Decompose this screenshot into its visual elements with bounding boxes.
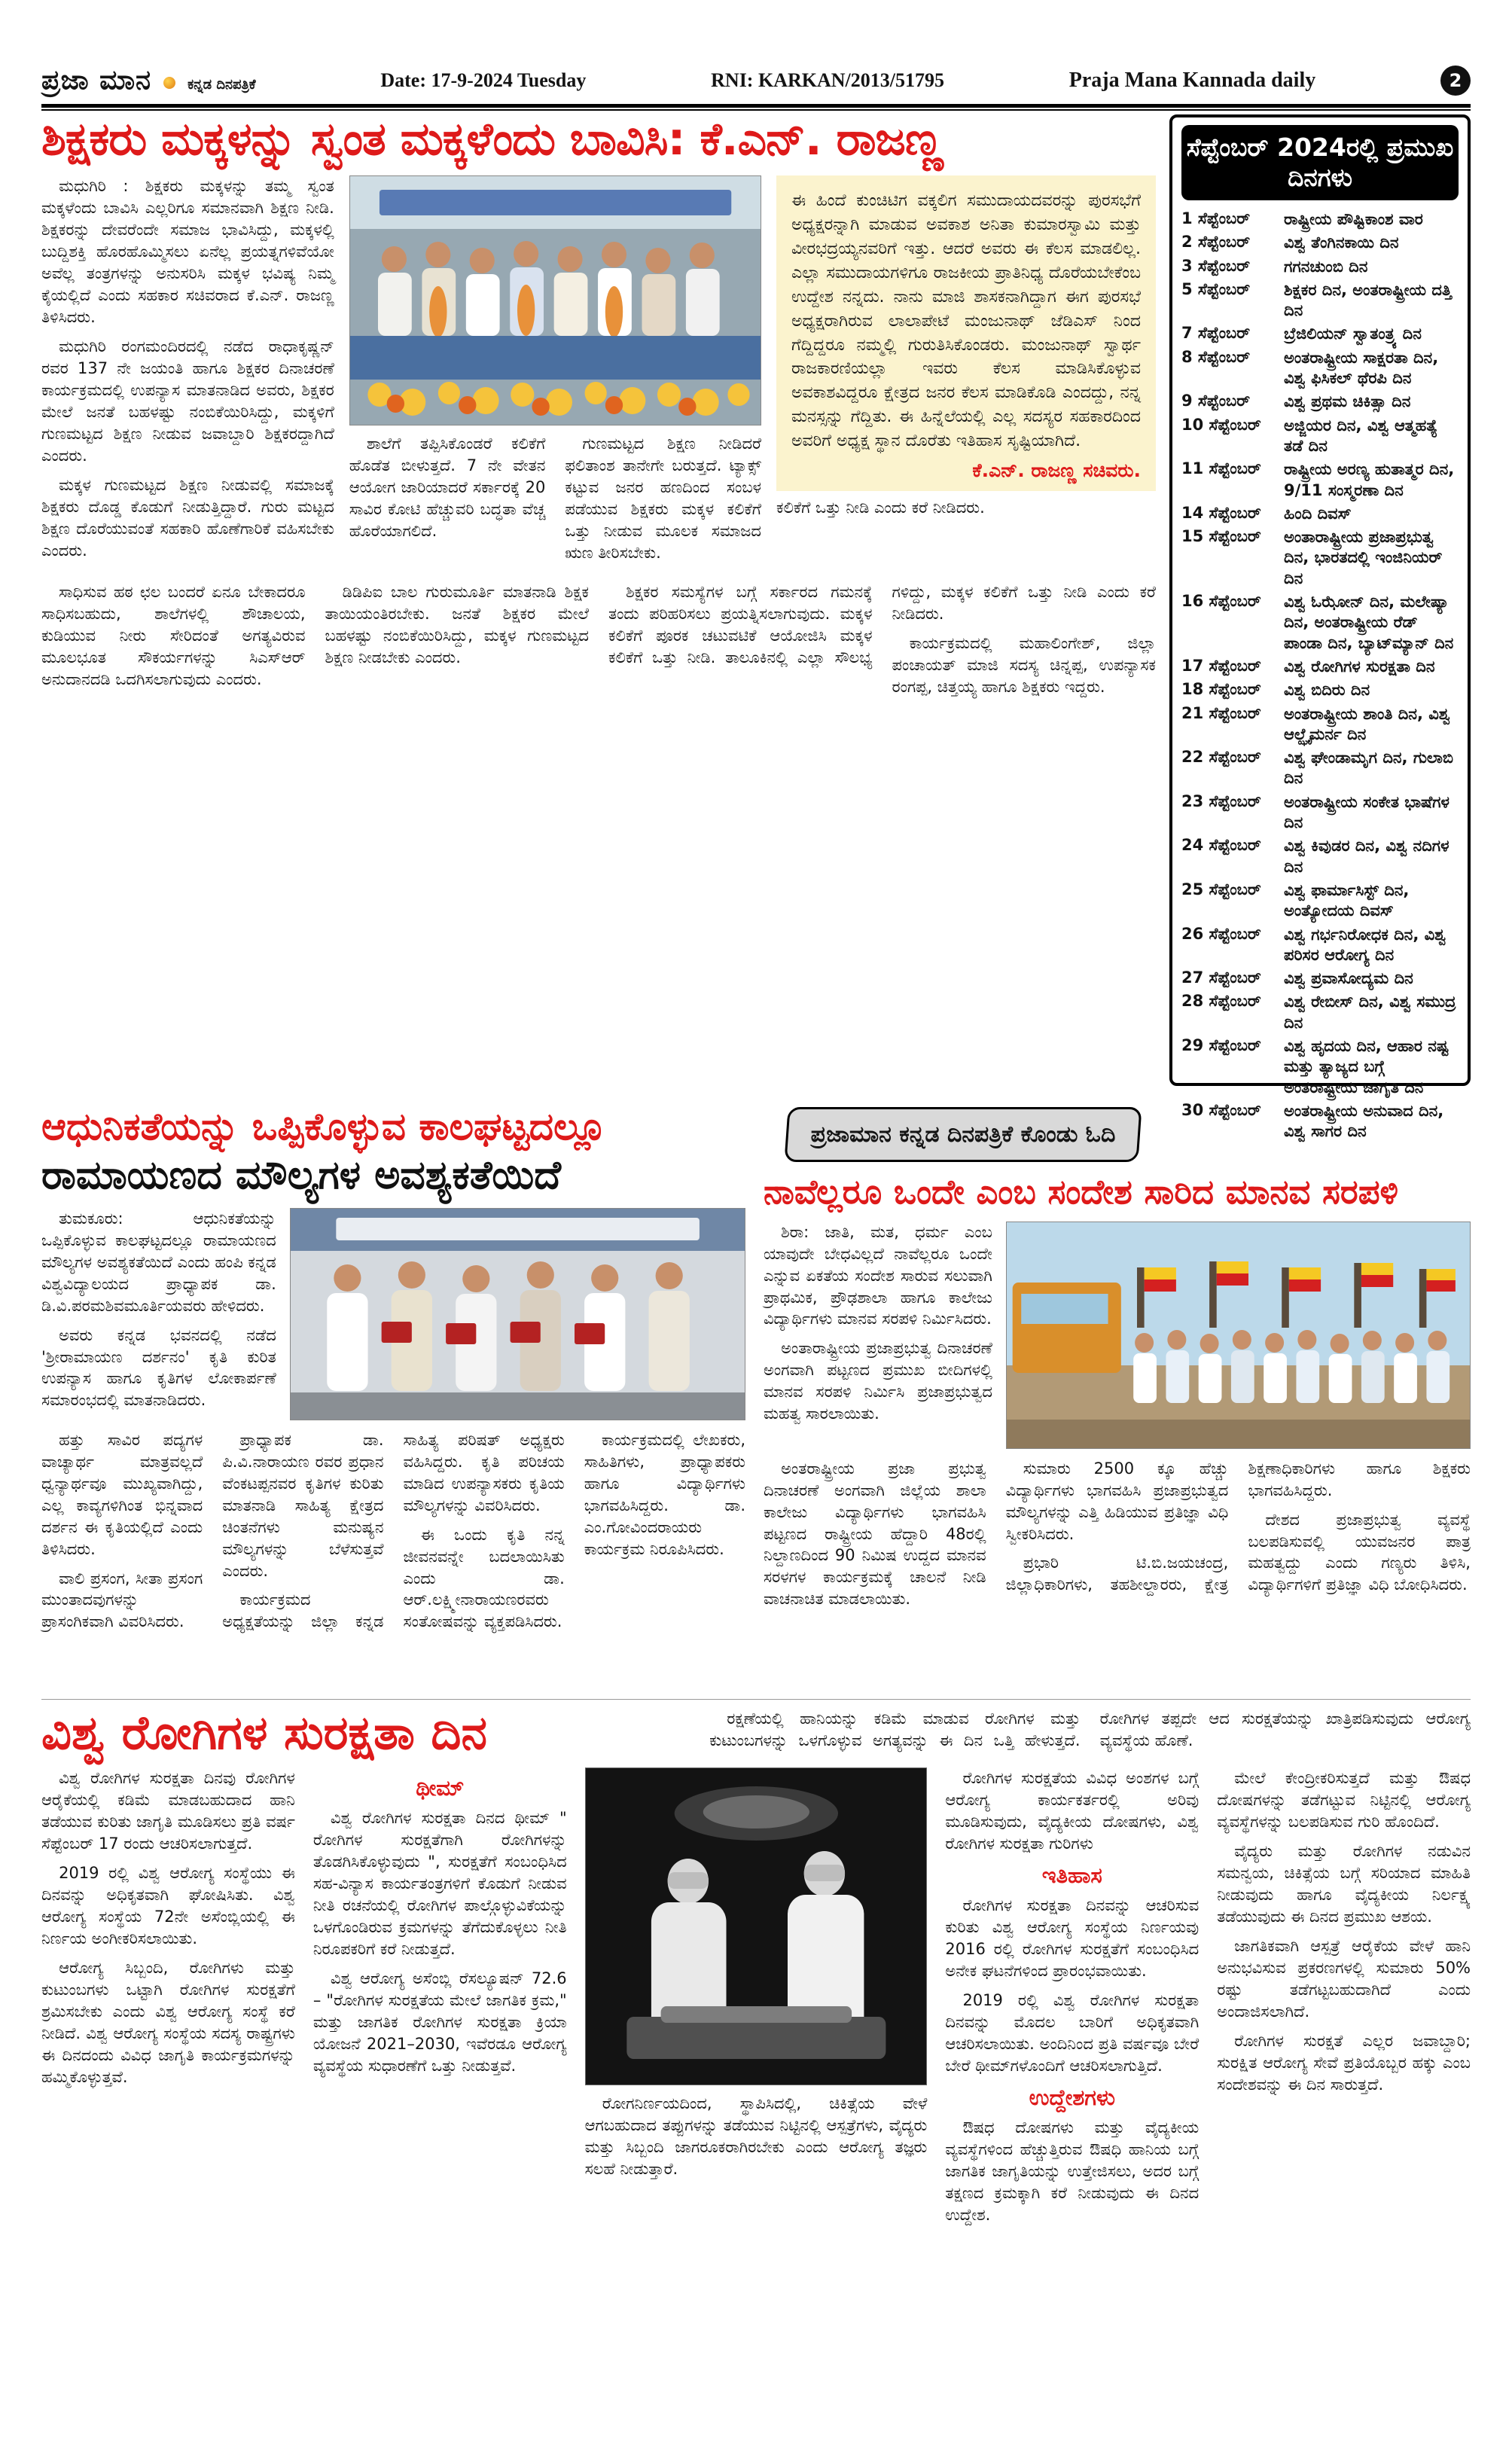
day-row [1181,792,1459,834]
paragraph: ರೋಗಿಗಳ ಸುರಕ್ಷತೆಯ ವಿವಿಧ ಅಂಶಗಳ ಬಗ್ಗೆ ಆರೋಗ್ಯ ಕಾರ್ಯಕರ್ತರಲ್ಲಿ ಅರಿವು ಮೂಡಿಸುವುದು, ವೈದ್ಯಕೀಯ ದೋಷಗಳು, ವಿಶ್ವ ರೋಗಿಗಳ ಸುರಕ್ಷತಾ ಗುರಿಗಳು [945,1769,1200,1853]
day-date: 3 ಸೆಪ್ಟೆಂಬರ್ [1181,256,1251,275]
day-event: ರಾಷ್ಟ್ರೀಯ ಅರಣ್ಯ ಹುತಾತ್ಮರ ದಿನ, 9/11 ಸಂಸ್ಮರಣಾ ದಿನ [1284,460,1455,499]
patient-safety-headline: ವಿಶ್ವ ರೋಗಿಗಳ ಸುರಕ್ಷತಾ ದಿನ [41,1705,487,1760]
quote-attribution: ಕೆ.ಎನ್. ರಾಜಣ್ಣ ಸಚಿವರು. [972,459,1141,481]
paragraph: ವಾಲಿ ಪ್ರಸಂಗ, ಸೀತಾ ಪ್ರಸಂಗ ಮುಂತಾದವುಗಳನ್ನು ಪ್ರಾಸಂಗಿಕವಾಗಿ ವಿವರಿಸಿದರು. [41,1569,203,1631]
day-event: ವಿಶ್ವ ಪ್ರವಾಸೋದ್ಯಮ ದಿನ [1284,969,1413,988]
book-release-photo [290,1208,745,1420]
paragraph: ಅಂತಾರಾಷ್ಟ್ರೀಯ ಪ್ರಜಾಪ್ರಭುತ್ವ ದಿನಾಚರಣೆ ಅಂಗವಾಗಿ ಪಟ್ಟಣದ ಪ್ರಮುಖ ಬೀದಿಗಳಲ್ಲಿ ಮಾನವ ಸರಪಳಿ ನಿರ್ಮಿಸಿ ಪ್ರಜಾಪ್ರಭುತ್ವದ ಮಹತ್ವ ಸಾರಲಾಯಿತು. [764,1339,992,1423]
day-date: 27 ಸೆಪ್ಟೆಂಬರ್ [1181,968,1261,987]
paragraph: ಶಿರಾ: ಜಾತಿ, ಮತ, ಧರ್ಮ ಎಂಬ ಯಾವುದೇ ಬೇಧವಿಲ್ಲದೆ ನಾವೆಲ್ಲರೂ ಒಂದೇ ಎನ್ನುವ ಏಕತೆಯ ಸಂದೇಶ ಸಾರುವ ಸಲುವಾಗಿ ಪ್ರಾಥಮಿಕ, ಪ್ರೌಢಶಾಲಾ ಹಾಗೂ ಕಾಲೇಜು ವಿದ್ಯಾರ್ಥಿಗಳು ಮಾನವ ಸರಪಳಿ ನಿರ್ಮಿಸಿದರು. [764,1222,992,1328]
day-event: ಅಜ್ಜಿಯರ ದಿನ, ವಿಶ್ವ ಆತ್ಮಹತ್ಯೆ ತಡೆ ದಿನ [1284,416,1438,455]
event-photo-illustration [350,176,761,425]
ps-column-1 [41,1768,295,2233]
lead-bottom-columns [41,581,1156,698]
lead-column-1 [41,175,334,569]
day-row [1181,392,1459,412]
page-number-badge: 2 [1440,66,1471,96]
masthead-rule [41,104,1471,111]
day-date: 26 ಸೆಪ್ಟೆಂಬರ್ [1181,924,1261,943]
day-event: ಹಿಂದಿ ದಿವಸ್ [1284,504,1352,523]
paragraph: ಮಧುಗಿರಿ : ಶಿಕ್ಷಕರು ಮಕ್ಕಳನ್ನು ತಮ್ಮ ಸ್ವಂತ ಮಕ್ಕಳೆಂದು ಬಾವಿಸಿ ಎಲ್ಲರಿಗೂ ಸಮಾನವಾಗಿ ಶಿಕ್ಷಣ ನೀಡಿ. ಶಿಕ್ಷಕರನ್ನು ದೇವರೆಂದೇ ಸಮಾಜ ಭಾವಿಸಿದ್ದು, ಮಕ್ಕಳಲ್ಲಿ ಬುದ್ದಿಶಕ್ತಿ ಹೊರಹೊಮ್ಮಿಸಲು ಏನೆಲ್ಲ ಪ್ರಯತ್ನಗಳಿವೆಯೋ ಅವೆಲ್ಲ ತಂತ್ರಗಳನ್ನು ಅನುಸರಿಸಿ ಮಕ್ಕಳ ಭವಿಷ್ಯ ನಿಮ್ಮ ಕೈಯಲ್ಲಿದೆ ಎಂದು ಸಹಕಾರ ಸಚಿವರಾದ ಕೆ.ಎನ್. ರಾಜಣ್ಣ ತಿಳಿಸಿದರು. [41,177,334,326]
paragraph: ಹತ್ತು ಸಾವಿರ ಪದ್ಯಗಳ ವಾಚ್ಯಾರ್ಥ ಮಾತ್ರವಲ್ಲದೆ ಧ್ವನ್ಯಾರ್ಥವೂ ಮುಖ್ಯವಾಗಿದ್ದು, ಎಲ್ಲ ಕಾವ್ಯಗಳಿಗಿಂತ ಭಿನ್ನವಾದ ದರ್ಶನ ಈ ಕೃತಿಯಲ್ಲಿದೆ ಎಂದು ತಿಳಿಸಿದರು. [41,1430,203,1558]
important-days-list [1181,209,1459,1142]
day-row [1181,324,1459,344]
day-row [1181,680,1459,700]
day-row [1181,657,1459,677]
day-row [1181,925,1459,966]
history-text [945,1895,1199,2077]
paragraph: ರೋಗಿಗಳ ಸುರಕ್ಷತಾ ದಿನವನ್ನು ಆಚರಿಸುವ ಕುರಿತು ವಿಶ್ವ ಆರೋಗ್ಯ ಸಂಸ್ಥೆಯ ನಿರ್ಣಯವು 2016 ರಲ್ಲಿ ರೋಗಿಗಳ ಸುರಕ್ಷತೆಗೆ ಸಂಬಂಧಿಸಿದ ಅನೇಕ ಘಟನೆಗಳಿಂದ ಪ್ರಾರಂಭವಾಯಿತು. [945,1896,1200,1980]
ramayana-body-columns [41,1429,745,1633]
day-event: ಅಂತರಾಷ್ಟ್ರೀಯ ಶಾಂತಿ ದಿನ, ವಿಶ್ವ ಆಲ್ಝೈಮರ್ನ ದಿನ [1284,704,1451,743]
day-date: 17 ಸೆಪ್ಟೆಂಬರ್ [1181,656,1261,675]
day-date: 8 ಸೆಪ್ಟೆಂಬರ್ [1181,347,1251,366]
day-row [1181,416,1459,457]
ramayana-lead-column [41,1208,276,1420]
day-date: 28 ಸೆಪ್ಟೆಂಬರ್ [1181,992,1261,1011]
day-event: ಅಂತರಾಷ್ಟ್ರೀಯ ಅನುವಾದ ದಿನ, ವಿಶ್ವ ಸಾಗರ ದಿನ [1284,1101,1444,1141]
ps-column-5 [1217,1768,1471,2233]
day-row [1181,504,1459,524]
day-event: ವಿಶ್ವ ಬಿದಿರು ದಿನ [1284,681,1370,700]
paragraph: ಪ್ರಭಾರಿ ಟಿ.ಬಿ.ಜಯಚಂದ್ರ, ಜಿಲ್ಲಾಧಿಕಾರಿಗಳು, ತಹಶೀಲ್ದಾರರು, ಕ್ಷೇತ್ರ ಶಿಕ್ಷಣಾಧಿಕಾರಿಗಳು ಹಾಗೂ ಶಿಕ್ಷಕರು ಭಾಗವಹಿಸಿದ್ದರು. [1005,1459,1471,1594]
paragraph: ಕಾರ್ಯಕ್ರಮದಲ್ಲಿ ಮಹಾಲಿಂಗೇಶ್, ಜಿಲ್ಲಾ ಪಂಚಾಯತ್ ಮಾಜಿ ಸದಸ್ಯ ಚಿನ್ನಪ್ಪ, ಉಪನ್ಯಾಸಕ ರಂಗಪ್ಪ, ಚಿತ್ತಯ್ಯ ಹಾಗೂ ಶಿಕ್ಷಕರು ಇದ್ದರು. [892,633,1156,696]
day-date: 14 ಸೆಪ್ಟೆಂಬರ್ [1181,503,1261,522]
sun-icon [163,77,175,89]
day-row [1181,233,1459,253]
history-subheading: ಇತಿಹಾಸ [1041,1862,1102,1888]
day-row [1181,459,1459,501]
day-date: 16 ಸೆಪ್ಟೆಂಬರ್ [1181,592,1261,611]
day-event: ಬ್ರೆಜಿಲಿಯನ್ ಸ್ವಾತಂತ್ರ್ಯ ದಿನ [1284,325,1422,343]
paragraph: ವಿಶ್ವ ಆರೋಗ್ಯ ಅಸೆಂಬ್ಲಿ ರೆಸಲ್ಯೂಷನ್ 72.6 – "ರೋಗಿಗಳ ಸುರಕ್ಷತೆಯ ಮೇಲೆ ಜಾಗತಿಕ ಕ್ರಮ," ಮತ್ತು ಜಾಗತಿಕ ರೋಗಿಗಳ ಸುರಕ್ಷತಾ ಕ್ರಿಯಾ ಯೋಜನೆ 2021–2030, ಇವೆರಡೂ ಆರೋಗ್ಯ ವ್ಯವಸ್ಥೆಯ ಸುಧಾರಣೆಗೆ ಒತ್ತು ನೀಡುತ್ತವೆ. [312,1969,567,2075]
patient-safety-head-side-text [709,1708,1471,1755]
paragraph: ರಕ್ಷಣೆಯಲ್ಲಿ ಹಾನಿಯನ್ನು ಕಡಿಮೆ ಮಾಡುವ ರೋಗಿಗಳ ಮತ್ತು ಕುಟುಂಬಗಳನ್ನು ಒಳಗೊಳ್ಳುವ ಅಗತ್ಯವನ್ನು ಈ ದಿನ ಒತ್ತಿ ಹೇಳುತ್ತದೆ. ರೋಗಿಗಳ ತಪ್ಪದೇ ಆದ ಸುರಕ್ಷತೆಯನ್ನು ಖಾತ್ರಿಪಡಿಸುವುದು ಆರೋಗ್ಯ ವ್ಯವಸ್ಥೆಯ ಹೊಣೆ. [709,1710,1471,1749]
day-row [1181,280,1459,322]
day-date: 29 ಸೆಪ್ಟೆಂಬರ್ [1181,1035,1261,1054]
newspaper-logo [41,65,256,96]
human-chain-photo [1006,1222,1471,1449]
paragraph: ಔಷಧ ದೋಷಗಳು ಮತ್ತು ವೈದ್ಯಕೀಯ ವ್ಯವಸ್ಥೆಗಳಿಂದ ಹೆಚ್ಚುತ್ತಿರುವ ಔಷಧಿ ಹಾನಿಯ ಬಗ್ಗೆ ಜಾಗತಿಕ ಜಾಗೃತಿಯನ್ನು ಉತ್ತೇಜಿಸಲು, ಅದರ ಬಗ್ಗೆ ತಕ್ಷಣದ ಕ್ರಮಕ್ಕಾಗಿ ಕರೆ ನೀಡುವುದು ಈ ದಿನದ ಉದ್ದೇಶ. [945,2118,1200,2224]
human-chain-body-columns [764,1458,1471,1611]
ps-photo-caption-text [585,2093,928,2180]
human-chain-lead-column [764,1222,992,1449]
day-event: ವಿಶ್ವ ತೆಂಗಿನಕಾಯಿ ದಿನ [1284,233,1399,252]
lead-headline: ಶಿಕ್ಷಕರು ಮಕ್ಕಳನ್ನು ಸ್ವಂತ ಮಕ್ಕಳೆಂದು ಬಾವಿಸಿ: ಕೆ.ಎನ್. ರಾಜಣ್ಣ [41,113,943,166]
surgery-photo [585,1768,928,2085]
masthead-paper-name: Praja Mana Kannada daily [1068,69,1316,92]
ps-column-4 [945,1768,1199,2233]
lead-quote-column [776,175,1156,569]
patient-safety-article [41,1705,1471,2408]
paragraph: ದೇಶದ ಪ್ರಜಾಪ್ರಭುತ್ವ ವ್ಯವಸ್ಥೆ ಬಲಪಡಿಸುವಲ್ಲಿ ಯುವಜನರ ಪಾತ್ರ ಮಹತ್ವದ್ದು ಎಂದು ಗಣ್ಯರು ತಿಳಿಸಿ, ವಿದ್ಯಾರ್ಥಿಗಳಿಗೆ ಪ್ರತಿಜ್ಞಾ ವಿಧಿ ಬೋಧಿಸಿದರು. [1248,1510,1471,1594]
promo-box [784,1107,1142,1162]
objectives-text [945,2117,1199,2226]
human-chain-illustration [1007,1222,1470,1448]
paragraph: ಗುಣಮಟ್ಟದ ಶಿಕ್ಷಣ ನೀಡಿದರೆ ಫಲಿತಾಂಶ ತಾನೇಗೇ ಬರುತ್ತದೆ. ಟ್ಯಾಕ್ಸ್ ಕಟ್ಟುವ ಜನರ ಹಣದಿಂದ ಸಂಬಳ ಪಡೆಯುವ ಶಿಕ್ಷಕರು ಮಕ್ಕಳ ಕಲಿಕೆಗೆ ಒತ್ತು ನೀಡುವ ಮೂಲಕ ಸಮಾಜದ ಋಣ ತೀರಿಸಬೇಕು. [565,435,761,563]
paragraph: ಶಿಕ್ಷಕರ ಸಮಸ್ಯೆಗಳ ಬಗ್ಗೆ ಸರ್ಕಾರದ ಗಮನಕ್ಕೆ ತಂದು ಪರಿಹರಿಸಲು ಪ್ರಯತ್ನಿಸಲಾಗುವುದು. ಮಕ್ಕಳ ಕಲಿಕೆಗೆ ಪೂರಕ ಚಟುವಟಿಕೆ ಆಯೋಜಿಸಿ ಮಕ್ಕಳ ಕಲಿಕೆಗೆ ಒತ್ತು ನೀಡಿ. ತಾಲೂಕಿನಲ್ಲಿ ಎಲ್ಲಾ ಸೌಲಭ್ಯ ಗಳಿದ್ದು, ಮಕ್ಕಳ ಕಲಿಕೆಗೆ ಒತ್ತು ನೀಡಿ ಎಂದು ಕರೆ ನೀಡಿದರು. [608,582,1156,666]
day-row [1181,257,1459,277]
lead-photo-column [349,175,761,569]
day-event: ವಿಶ್ವ ಘೇಂಡಾಮೃಗ ದಿನ, ಗುಲಾಬಿ ದಿನ [1284,749,1454,788]
masthead-rni: RNI: KARKAN/2013/51795 [711,69,944,91]
paragraph: ಈ ಒಂದು ಕೃತಿ ನನ್ನ ಜೀವನವನ್ನೇ ಬದಲಾಯಿಸಿತು ಎಂದು ಡಾ. ಆರ್.ಲಕ್ಷ್ಮೀನಾರಾಯಣರವರು ಸಂತೋಷವನ್ನು ವ್ಯಕ್ತಪಡಿಸಿದರು. [403,1525,565,1631]
paragraph: ಶಾಲೆಗೆ ತಪ್ಪಿಸಿಕೊಂಡರೆ ಕಲಿಕೆಗೆ ಹೊಡೆತ ಬೀಳುತ್ತದೆ. 7 ನೇ ವೇತನ ಆಯೋಗ ಜಾರಿಯಾದರೆ ಸರ್ಕಾರಕ್ಕೆ 20 ಸಾವಿರ ಕೋಟಿ ಹೆಚ್ಚುವರಿ ಬದ್ಧತಾ ವೆಚ್ಚ ಹೊರೆಯಾಗಲಿದೆ. [349,435,546,541]
paragraph: ಸುಮಾರು 2500 ಕ್ಕೂ ಹೆಚ್ಚು ವಿದ್ಯಾರ್ಥಿಗಳು ಭಾಗವಹಿಸಿ ಪ್ರಜಾಪ್ರಭುತ್ವದ ಮೌಲ್ಯಗಳನ್ನು ಎತ್ತಿ ಹಿಡಿಯುವ ಪ್ರತಿಜ್ಞಾ ವಿಧಿ ಸ್ವೀಕರಿಸಿದರು. [1005,1459,1229,1543]
day-date: 22 ಸೆಪ್ಟೆಂಬರ್ [1181,748,1261,767]
paragraph: ವೈದ್ಯರು ಮತ್ತು ರೋಗಿಗಳ ನಡುವಿನ ಸಮನ್ವಯ, ಚಿಕಿತ್ಸೆಯ ಬಗ್ಗೆ ಸರಿಯಾದ ಮಾಹಿತಿ ನೀಡುವುದು ಹಾಗೂ ವೈದ್ಯಕೀಯ ನಿರ್ಲಕ್ಷ್ಯ ತಡೆಯುವುದು ಈ ದಿನದ ಪ್ರಮುಖ ಆಶಯ. [1217,1842,1471,1926]
paragraph: ವಿಶ್ವ ರೋಗಿಗಳ ಸುರಕ್ಷತಾ ದಿನದ ಥೀಮ್ " ರೋಗಿಗಳ ಸುರಕ್ಷತೆಗಾಗಿ ರೋಗಿಗಳನ್ನು ತೊಡಗಿಸಿಕೊಳ್ಳುವುದು ", ಸುರಕ್ಷತೆಗೆ ಸಂಬಂಧಿಸಿದ ಸಹ-ವಿನ್ಯಾಸ ಕಾರ್ಯತಂತ್ರಗಳಿಗೆ ಕೊಡುಗೆ ನೀಡುವ ನೀತಿ ರಚನೆಯಲ್ಲಿ ರೋಗಿಗಳ ಪಾಲ್ಗೊಳ್ಳುವಿಕೆಯನ್ನು ಒಳಗೊಂಡಿರುವ ಕ್ರಮಗಳನ್ನು ತೆಗೆದುಕೊಳ್ಳಲು ನೀತಿ ನಿರೂಪಕರಿಗೆ ಕರೆ ನೀಡುತ್ತದೆ. [312,1809,567,1958]
important-days-box [1169,114,1471,1141]
paragraph: 2019 ರಲ್ಲಿ ವಿಶ್ವ ಆರೋಗ್ಯ ಸಂಸ್ಥೆಯು ಈ ದಿನವನ್ನು ಅಧಿಕೃತವಾಗಿ ಘೋಷಿಸಿತು. ವಿಶ್ವ ಆರೋಗ್ಯ ಸಂಸ್ಥೆಯ 72ನೇ ಅಸೆಂಬ್ಲಿಯಲ್ಲಿ ಈ ನಿರ್ಣಯ ಅಂಗೀಕರಿಸಲಾಯಿತು. [41,1863,295,1947]
day-date: 5 ಸೆಪ್ಟೆಂಬರ್ [1181,279,1251,298]
masthead-date: Date: 17-9-2024 Tuesday [380,69,587,91]
paragraph: 2019 ರಲ್ಲಿ ವಿಶ್ವ ರೋಗಿಗಳ ಸುರಕ್ಷತಾ ದಿನವನ್ನು ಮೊದಲ ಬಾರಿಗೆ ಅಧಿಕೃತವಾಗಿ ಆಚರಿಸಲಾಯಿತು. ಅಂದಿನಿಂದ ಪ್ರತಿ ವರ್ಷವೂ ಬೇರೆ ಬೇರೆ ಥೀಮ್‌ಗಳೊಂದಿಗೆ ಆಚರಿಸಲಾಗುತ್ತಿದೆ. [945,1990,1200,2075]
paragraph: ಪ್ರಾಧ್ಯಾಪಕ ಡಾ. ಪಿ.ವಿ.ನಾರಾಯಣ ರವರ ಪ್ರಧಾನ ವೆಂಕಟಪ್ಪನವರ ಕೃತಿಗಳ ಕುರಿತು ಮಾತನಾಡಿ ಸಾಹಿತ್ಯ ಕ್ಷೇತ್ರದ ಚಿಂತನೆಗಳು ಮನುಷ್ಯನ ಮೌಲ್ಯಗಳನ್ನು ಬೆಳೆಸುತ್ತವೆ ಎಂದರು. [222,1430,384,1580]
paragraph: ರೋಗನಿರ್ಣಯದಿಂದ, ಸ್ಥಾಪಿಸಿದಲ್ಲಿ, ಚಿಕಿತ್ಸೆಯ ವೇಳೆ ಆಗಬಹುದಾದ ತಪ್ಪುಗಳನ್ನು ತಡೆಯುವ ನಿಟ್ಟಿನಲ್ಲಿ ಆಸ್ಪತ್ರೆಗಳು, ವೈದ್ಯರು ಮತ್ತು ಸಿಬ್ಬಂದಿ ಜಾಗರೂಕರಾಗಿರಬೇಕು ಎಂದು ಆರೋಗ್ಯ ತಜ್ಞರು ಸಲಹೆ ನೀಡುತ್ತಾರೆ. [584,2094,928,2178]
paragraph: ಜಾಗತಿಕವಾಗಿ ಆಸ್ಪತ್ರೆ ಆರೈಕೆಯ ವೇಳೆ ಹಾನಿ ಅನುಭವಿಸುವ ಪ್ರಕರಣಗಳಲ್ಲಿ ಸುಮಾರು 50% ರಷ್ಟು ತಡೆಗಟ್ಟಬಹುದಾಗಿದೆ ಎಂದು ಅಂದಾಜಿಸಲಾಗಿದೆ. [1217,1936,1471,2021]
logo-text: ಪ್ರಜಾ ಮಾನ [41,65,152,96]
day-date: 10 ಸೆಪ್ಟೆಂಬರ್ [1181,415,1261,434]
quote-text: ಈ ಹಿಂದೆ ಕುಂಚಿಟಿಗ ವಕ್ಕಲಿಗ ಸಮುದಾಯದವರನ್ನು ಪುರಸಭೆಗೆ ಅಧ್ಯಕ್ಷರನ್ನಾಗಿ ಮಾಡುವ ಅವಕಾಶ ಅನಿತಾ ಕುಮಾರಸ್ವಾಮಿ ಮತ್ತು ವೀರಭದ್ರಯ್ಯನವರಿಗೆ ಇತ್ತು. ಆದರೆ ಅವರು ಈ ಕೆಲಸ ಮಾಡಲಿಲ್ಲ. ಎಲ್ಲಾ ಸಮುದಾಯಗಳಿಗೂ ರಾಜಕೀಯ ಪ್ರಾತಿನಿಧ್ಯ ದೊರೆಯಬೇಕೆಂಬ ಉದ್ದೇಶ ನನ್ನದು. ನಾನು ಮಾಜಿ ಶಾಸಕನಾಗಿದ್ದಾಗ ಈಗ ಪುರಸಭೆ ಅಧ್ಯಕ್ಷರಾಗಿರುವ ಲಾಲಾಪೇಟೆ ಮಂಜುನಾಥ್ ಜೆಡಿಎಸ್ ನಿಂದ ಗೆದ್ದಿದ್ದರೂ ನಮ್ಮಲ್ಲಿ ಗುರುತಿಸಿಕೊಂಡರು. ಮಂಜುನಾಥ್ ಸ್ವಾರ್ಥ ರಾಜಕಾರಣಿಯಲ್ಲಾ ಇವರು ಕೆಲಸ ಮಾಡಿಸಿಕೊಳ್ಳುವ ಅವಕಾಶವಿದ್ದರೂ ಕ್ಷೇತ್ರದ ಜನರ ಕೆಲಸ ಮಾಡಿಕೊಡಿ ಎಂದದ್ದು, ನನ್ನ ಮನಸ್ಸನ್ನು ಗೆದ್ದಿತು. ಈ ಹಿನ್ನೆಲೆಯಲ್ಲಿ ಎಲ್ಲ ಸದಸ್ಯರ ಸಹಕಾರದಿಂದ ಅವರಿಗೆ ಅಧ್ಯಕ್ಷ ಸ್ಥಾನ ದೊರೆತು ಇತಿಹಾಸ ಸೃಷ್ಟಿಯಾಗಿದೆ. [791,191,1141,451]
logo-subtitle: ಕನ್ನಡ ದಿನಪತ್ರಿಕೆ [187,77,256,93]
day-event: ರಾಷ್ಟ್ರೀಯ ಪೌಷ್ಟಿಕಾಂಶ ವಾರ [1284,210,1423,228]
day-event: ವಿಶ್ವ ಫಾರ್ಮಾಸಿಸ್ಟ್ ದಿನ, ಅಂತ್ಯೋದಯ ದಿವಸ್ [1284,880,1410,920]
day-event: ವಿಶ್ವ ಗರ್ಭನಿರೋಧಕ ದಿನ, ವಿಶ್ವ ಪರಿಸರ ಆರೋಗ್ಯ ದಿನ [1284,925,1446,964]
day-date: 15 ಸೆಪ್ಟೆಂಬರ್ [1181,527,1261,546]
day-date: 2 ಸೆಪ್ಟೆಂಬರ್ [1181,233,1251,252]
day-date: 21 ಸೆಪ್ಟೆಂಬರ್ [1181,703,1261,722]
lead-event-photo [349,175,761,425]
day-event: ವಿಶ್ವ ಓಝೋನ್ ದಿನ, ಮಲೇಷ್ಯಾ ದಿನ, ಅಂತರಾಷ್ಟ್ರೀಯ ರೆಡ್ ಪಾಂಡಾ ದಿನ, ಬ್ಯಾಟ್‌ಮ್ಯಾನ್ ದಿನ [1284,593,1454,652]
paragraph: ಮಧುಗಿರಿ ರಂಗಮಂದಿರದಲ್ಲಿ ನಡೆದ ರಾಧಾಕೃಷ್ಣನ್ ರವರ 137 ನೇ ಜಯಂತಿ ಹಾಗೂ ಶಿಕ್ಷಕರ ದಿನಾಚರಣೆ ಕಾರ್ಯಕ್ರಮದಲ್ಲಿ ಉಪನ್ಯಾಸ ಮಾತನಾಡಿದ ಅವರು, ಶಿಕ್ಷಕರ ಮೇಲೆ ಜನತೆ ಬಹಳಷ್ಟು ನಂಬಿಕೆಯಿರಿಸಿದ್ದು, ಮಕ್ಕಳಿಗೆ ಗುಣಮಟ್ಟದ ಶಿಕ್ಷಣ ನೀಡುವ ಜವಾಬ್ದಾರಿ ಶಿಕ್ಷಕರದ್ದಾಗಿದೆ ಎಂದರು. [41,337,334,465]
lead-under-photo-text [349,433,761,564]
masthead [41,62,1471,99]
day-date: 18 ಸೆಪ್ಟೆಂಬರ್ [1181,680,1261,699]
day-event: ವಿಶ್ವ ಪ್ರಥಮ ಚಿಕಿತ್ಸಾ ದಿನ [1284,392,1411,411]
paragraph: ಕಾರ್ಯಕ್ರಮದಲ್ಲಿ ಲೇಖಕರು, ಸಾಹಿತಿಗಳು, ಪ್ರಾಧ್ಯಾಪಕರು ಹಾಗೂ ವಿದ್ಯಾರ್ಥಿಗಳು ಭಾಗವಹಿಸಿದ್ದರು. ಡಾ. ಎಂ.ಗೋವಿಂದರಾಯರು ಕಾರ್ಯಕ್ರಮ ನಿರೂಪಿಸಿದರು. [584,1430,745,1558]
day-event: ಗಗನಚುಂಬಿ ದಿನ [1284,257,1368,276]
paragraph: ಡಿಡಿಪಿಐ ಬಾಲ ಗುರುಮೂರ್ತಿ ಮಾತನಾಡಿ ಶಿಕ್ಷಕ ತಾಯಿಯಂತಿರಬೇಕು. ಜನತೆ ಶಿಕ್ಷಕರ ಮೇಲೆ ಬಹಳಷ್ಟು ನಂಬಿಕೆಯಿರಿಸಿದ್ದು, ಮಕ್ಕಳ ಗುಣಮಟ್ಟದ ಶಿಕ್ಷಣ ನೀಡಬೇಕು ಎಂದರು. [325,582,589,666]
ramayana-kicker: ಆಧುನಿಕತೆಯನ್ನು ಒಪ್ಪಿಕೊಳ್ಳುವ ಕಾಲಘಟ್ಟದಲ್ಲೂ [41,1105,607,1148]
ps-photo-column [585,1768,928,2233]
day-date: 30 ಸೆಪ್ಟೆಂಬರ್ [1181,1100,1261,1119]
day-row [1181,836,1459,877]
day-date: 1 ಸೆಪ್ಟೆಂಬರ್ [1181,209,1251,227]
day-date: 11 ಸೆಪ್ಟೆಂಬರ್ [1181,459,1261,478]
day-row [1181,992,1459,1033]
paragraph: ಕಾರ್ಯಕ್ರಮದ ಅಧ್ಯಕ್ಷತೆಯನ್ನು ಜಿಲ್ಲಾ ಕನ್ನಡ ಸಾಹಿತ್ಯ ಪರಿಷತ್ ಅಧ್ಯಕ್ಷರು ವಹಿಸಿದ್ದರು. ಕೃತಿ ಪರಿಚಯ ಮಾಡಿದ ಉಪನ್ಯಾಸಕರು ಕೃತಿಯ ಮೌಲ್ಯಗಳನ್ನು ವಿವರಿಸಿದರು. [222,1430,565,1631]
minister-quote-box [776,175,1156,491]
ramayana-headline: ರಾಮಾಯಣದ ಮೌಲ್ಯಗಳ ಅವಶ್ಯಕತೆಯಿದೆ [41,1152,561,1198]
day-date: 24 ಸೆಪ್ಟೆಂಬರ್ [1181,836,1261,855]
paragraph: ವಿಶ್ವ ರೋಗಿಗಳ ಸುರಕ್ಷತಾ ದಿನವು ರೋಗಿಗಳ ಆರೈಕೆಯಲ್ಲಿ ಕಡಿಮೆ ಮಾಡಬಹುದಾದ ಹಾನಿ ತಡೆಯುವ ಕುರಿತು ಜಾಗೃತಿ ಮೂಡಿಸಲು ಪ್ರತಿ ವರ್ಷ ಸೆಪ್ಟೆಂಬರ್ 17 ರಂದು ಆಚರಿಸಲಾಗುತ್ತದೆ. [41,1769,295,1853]
lead-article [41,114,1156,1086]
human-chain-headline: ನಾವೆಲ್ಲರೂ ಒಂದೇ ಎಂಬ ಸಂದೇಶ ಸಾರಿದ ಮಾನವ ಸರಪಳಿ [764,1172,1399,1212]
day-event: ಶಿಕ್ಷಕರ ದಿನ, ಅಂತರಾಷ್ಟ್ರೀಯ ದತ್ತಿ ದಿನ [1284,280,1452,320]
day-row [1181,527,1459,589]
day-event: ವಿಶ್ವ ರೋಗಿಗಳ ಸುರಕ್ಷತಾ ದಿನ [1284,657,1435,676]
day-date: 23 ಸೆಪ್ಟೆಂಬರ್ [1181,791,1261,810]
paragraph: ತುಮಕೂರು: ಆಧುನಿಕತೆಯನ್ನು ಒಪ್ಪಿಕೊಳ್ಳುವ ಕಾಲಘಟ್ಟದಲ್ಲೂ ರಾಮಾಯಣದ ಮೌಲ್ಯಗಳ ಅವಶ್ಯಕತೆಯಿದೆ ಎಂದು ಹಂಪಿ ಕನ್ನಡ ವಿಶ್ವವಿದ್ಯಾಲಯದ ಪ್ರಾಧ್ಯಾಪಕ ಡಾ. ಡಿ.ವಿ.ಪರಮಶಿವಮೂರ್ತಿಯವರು ಹೇಳಿದರು. [41,1209,276,1315]
paragraph: ಸಾಧಿಸುವ ಹಠ ಛಲ ಬಂದರೆ ಏನೂ ಬೇಕಾದರೂ ಸಾಧಿಸಬಹುದು, ಶಾಲೆಗಳಲ್ಲಿ ಶೌಚಾಲಯ, ಕುಡಿಯುವ ನೀರು ಸೇರಿದಂತೆ ಅಗತ್ಯವಿರುವ ಮೂಲಭೂತ ಸೌಕರ್ಯಗಳನ್ನು ಸಿಎಸ್‌ಆರ್ ಅನುದಾನದಡಿ ಒದಗಿಸಲಾಗುವುದು ಎಂದರು. [41,582,306,688]
day-row [1181,209,1459,230]
day-event: ವಿಶ್ವ ಕಿವುಡರ ದಿನ, ವಿಶ್ವ ನದಿಗಳ ದಿನ [1284,837,1450,876]
day-event: ವಿಶ್ವ ಹೃದಯ ದಿನ, ಆಹಾರ ನಷ್ಟ ಮತ್ತು ತ್ಯಾಜ್ಯದ ಬಗ್ಗೆ ಅಂತರಾಷ್ಟ್ರೀಯ ಜಾಗೃತಿ ದಿನ [1284,1036,1449,1096]
day-event: ಅಂತಾರಾಷ್ಟ್ರೀಯ ಪ್ರಜಾಪ್ರಭುತ್ವ ದಿನ, ಭಾರತದಲ್ಲಿ ಇಂಜಿನಿಯರ್ ದಿನ [1284,528,1443,587]
surgery-illustration [586,1768,927,2085]
book-release-illustration [291,1209,745,1420]
day-date: 25 ಸೆಪ್ಟೆಂಬರ್ [1181,880,1261,898]
theme-text [313,1807,567,2077]
day-row [1181,880,1459,922]
paragraph: ಅಂತರಾಷ್ಟ್ರೀಯ ಪ್ರಜಾ ಪ್ರಭುತ್ವ ದಿನಾಚರಣೆ ಅಂಗವಾಗಿ ಜಿಲ್ಲೆಯ ಶಾಲಾ ಕಾಲೇಜು ವಿದ್ಯಾರ್ಥಿಗಳು ಭಾಗವಹಿಸಿ ಪಟ್ಟಣದ ರಾಷ್ಟ್ರೀಯ ಹೆದ್ದಾರಿ 48ರಲ್ಲಿ ನಿಲ್ದಾಣದಿಂದ 90 ನಿಮಿಷ ಉದ್ದದ ಮಾನವ ಸರಳಗಳ ಕಾರ್ಯಕ್ರಮಕ್ಕೆ ಚಾಲನೆ ನೀಡಿ ವಾಚನಾಚಿತ ಮಾಡಲಾಯಿತು. [764,1459,986,1609]
ps-col4-top-text [945,1768,1199,1855]
day-event: ಅಂತರಾಷ್ಟ್ರೀಯ ಸಂಕೇತ ಭಾಷೆಗಳ ದಿನ [1284,792,1450,832]
day-row [1181,348,1459,389]
day-date: 9 ಸೆಪ್ಟೆಂಬರ್ [1181,392,1251,410]
paragraph: ರೋಗಿಗಳ ಸುರಕ್ಷತೆ ಎಲ್ಲರ ಜವಾಬ್ದಾರಿ; ಸುರಕ್ಷಿತ ಆರೋಗ್ಯ ಸೇವೆ ಪ್ರತಿಯೊಬ್ಬರ ಹಕ್ಕು ಎಂಬ ಸಂದೇಶವನ್ನು ಈ ದಿನ ಸಾರುತ್ತದೆ. [1217,2031,1471,2094]
day-row [1181,1036,1459,1098]
paragraph: ಅವರು ಕನ್ನಡ ಭವನದಲ್ಲಿ ನಡೆದ 'ಶ್ರೀರಾಮಾಯಣ ದರ್ಶನಂ' ಕೃತಿ ಕುರಿತ ಉಪನ್ಯಾಸ ಹಾಗೂ ಕೃತಿಗಳ ಲೋಕಾರ್ಪಣೆ ಸಮಾರಂಭದಲ್ಲಿ ಮಾತನಾಡಿದರು. [41,1325,276,1410]
ps-column-2 [313,1768,567,2233]
day-row [1181,592,1459,654]
day-event: ವಿಶ್ವ ರೇಬೀಸ್ ದಿನ, ವಿಶ್ವ ಸಮುದ್ರ ದಿನ [1284,993,1456,1032]
promo-text: ಪ್ರಜಾಮಾನ ಕನ್ನಡ ದಿನಪತ್ರಿಕೆ ಕೊಂಡು ಓದಿ [810,1121,1116,1148]
important-days-title: ಸೆಪ್ಟೆಂಬರ್ 2024ರಲ್ಲಿ ಪ್ರಮುಖ ದಿನಗಳು [1181,125,1459,200]
theme-subheading: ಥೀಮ್ [416,1775,465,1801]
paragraph: ಆರೋಗ್ಯ ಸಿಬ್ಬಂದಿ, ರೋಗಿಗಳು ಮತ್ತು ಕುಟುಂಬಗಳು ಒಟ್ಟಾಗಿ ರೋಗಿಗಳ ಸುರಕ್ಷತೆಗೆ ಶ್ರಮಿಸಬೇಕು ಎಂದು ವಿಶ್ವ ಆರೋಗ್ಯ ಸಂಸ್ಥೆ ಕರೆ ನೀಡಿದೆ. ವಿಶ್ವ ಆರೋಗ್ಯ ಸಂಸ್ಥೆಯ ಸದಸ್ಯ ರಾಷ್ಟ್ರಗಳು ಈ ದಿನದಂದು ವಿವಿಧ ಜಾಗೃತಿ ಕಾರ್ಯಕ್ರಮಗಳನ್ನು ಹಮ್ಮಿಕೊಳ್ಳುತ್ತವೆ. [41,1958,295,2086]
day-row [1181,748,1459,789]
objectives-subheading: ಉದ್ದೇಶಗಳು [1029,2084,1115,2110]
paragraph: ಮೇಲೆ ಕೇಂದ್ರೀಕರಿಸುತ್ತದೆ ಮತ್ತು ಔಷಧ ದೋಷಗಳನ್ನು ತಡೆಗಟ್ಟುವ ನಿಟ್ಟಿನಲ್ಲಿ ಆರೋಗ್ಯ ವ್ಯವಸ್ಥೆಗಳನ್ನು ಬಲಪಡಿಸುವ ಗುರಿ ಹೊಂದಿದೆ. [1217,1769,1471,1832]
day-date: 7 ಸೆಪ್ಟೆಂಬರ್ [1181,324,1251,343]
paragraph: ಮಕ್ಕಳ ಗುಣಮಟ್ಟದ ಶಿಕ್ಷಣ ನೀಡುವಲ್ಲಿ ಸಮಾಜಕ್ಕೆ ಶಿಕ್ಷಕರು ದೊಡ್ಡ ಕೊಡುಗೆ ನೀಡುತ್ತಿದ್ದಾರೆ. ಗುರು ಮಟ್ಟದ ಶಿಕ್ಷಣ ದೊರೆಯುವಂತೆ ಸಹಕಾರಿ ಹೊಣೆಗಾರಿಕೆ ವಹಿಸಬೇಕು ಎಂದರು. [41,475,334,560]
after-quote-text: ಕಲಿಕೆಗೆ ಒತ್ತು ನೀಡಿ ಎಂದು ಕರೆ ನೀಡಿದರು. [776,498,985,517]
day-row [1181,704,1459,746]
day-row [1181,968,1459,989]
day-event: ಅಂತರಾಷ್ಟ್ರೀಯ ಸಾಕ್ಷರತಾ ದಿನ, ವಿಶ್ವ ಫಿಸಿಕಲ್ ಥೆರಪಿ ದಿನ [1284,348,1439,388]
